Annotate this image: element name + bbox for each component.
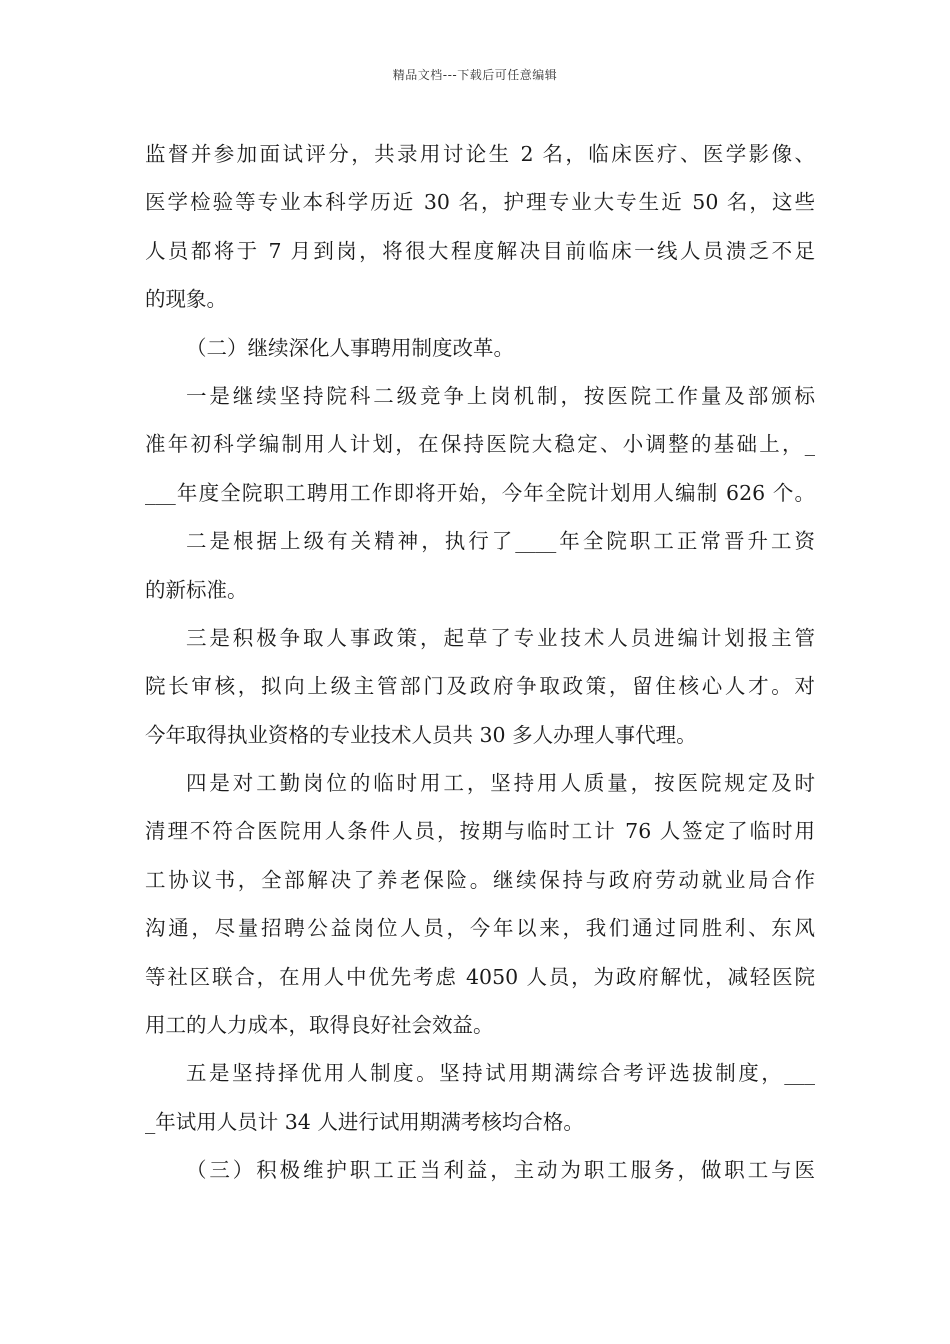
text-line: 二是根据上级有关精神，执行了____年全院职工正常晋升工资 [186,529,815,554]
text-line: 四是对工勤岗位的临时用工，坚持用人质量，按医院规定及时 [186,771,815,796]
text-line: 等社区联合，在用人中优先考虑 4050 人员，为政府解忧，减轻医院 [145,964,815,989]
section-heading: （二）继续深化人事聘用制度改革。 [186,335,514,360]
page-header: 精品文档---下载后可任意编辑 [392,68,558,82]
text-line: 清理不符合医院用人条件人员，按期与临时工计 76 人签定了临时用 [145,819,815,844]
text-line: 今年取得执业资格的专业技术人员共 30 多人办理人事代理。 [145,722,697,747]
text-line: 工协议书，全部解决了养老保险。继续保持与政府劳动就业局合作 [145,867,815,892]
section-heading: （三）积极维护职工正当利益，主动为职工服务，做职工与医 [186,1158,815,1183]
text-line: 监督并参加面试评分，共录用讨论生 2 名，临床医疗、医学影像、 [145,142,815,166]
text-line: 准年初科学编制用人计划，在保持医院大稳定、小调整的基础上，_ [145,432,815,457]
text-line: _年试用人员计 34 人进行试用期满考核均合格。 [145,1109,584,1134]
text-line: 一是继续坚持院科二级竞争上岗机制，按医院工作量及部颁标 [186,383,815,408]
text-line: 的新标准。 [145,577,248,602]
text-line: 五是坚持择优用人制度。坚持试用期满综合考评选拔制度，___ [186,1061,815,1086]
text-line: 沟通，尽量招聘公益岗位人员，今年以来，我们通过同胜利、东风 [145,916,815,941]
text-line: 用工的人力成本，取得良好社会效益。 [145,1013,494,1038]
text-line: ___年度全院职工聘用工作即将开始，今年全院计划用人编制 626 个。 [145,480,815,505]
text-line: 的现象。 [145,287,227,312]
text-line: 三是积极争取人事政策，起草了专业技术人员进编计划报主管 [186,625,815,650]
text-line: 院长审核，拟向上级主管部门及政府争取政策，留住核心人才。对 [145,674,815,699]
text-line: 医学检验等专业本科学历近 30 名，护理专业大专生近 50 名，这些 [145,190,815,215]
text-line: 人员都将于 7 月到岗，将很大程度解决目前临床一线人员溃乏不足 [145,238,815,263]
document-body [145,130,815,1195]
